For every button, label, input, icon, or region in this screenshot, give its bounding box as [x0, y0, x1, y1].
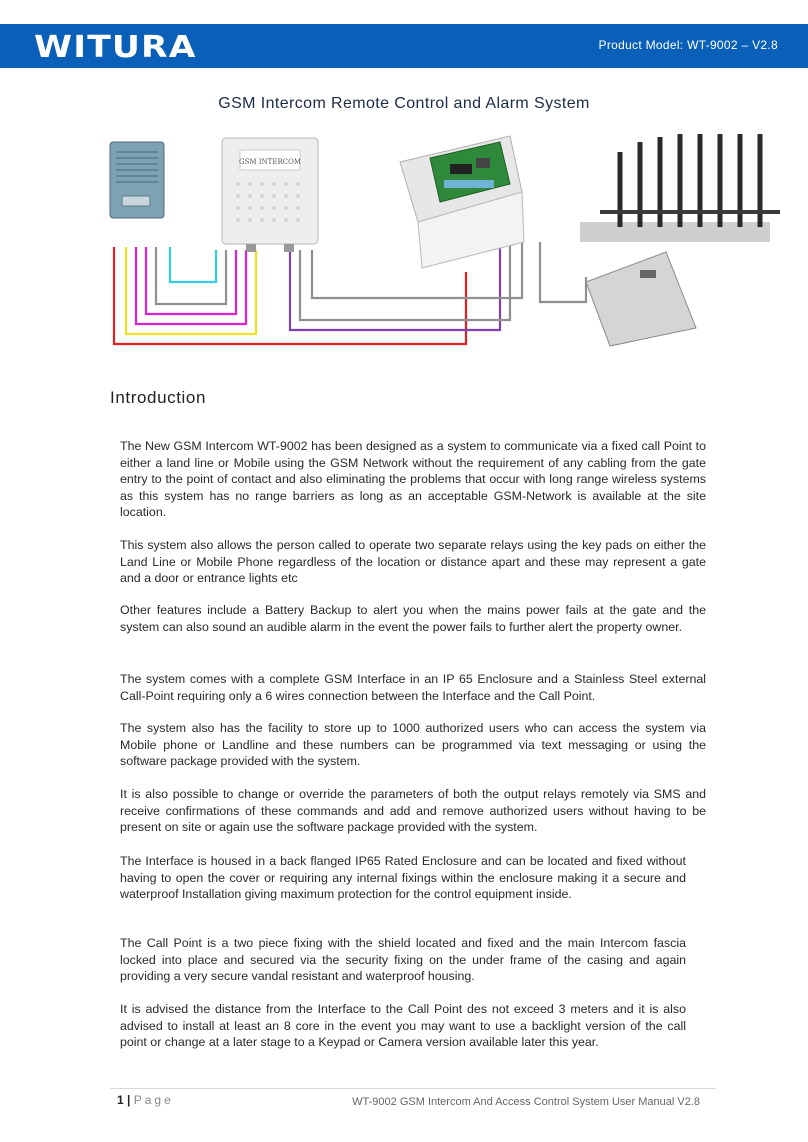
paragraph-overview: The New GSM Intercom WT-9002 has been designed as a system to communicate via a fixed call Point to either a land line or Mobile using the GSM Network without the requirement of any cabling from the gate entry to the point of contact and also eliminating the problems that occur with long range wireless systems as this system has no range barriers as long as an acceptable GSM-Network is available at the site location. [120, 439, 706, 519]
page-number [117, 1093, 174, 1107]
paragraph-authorized-users: The system also has the facility to store up to 1000 authorized users who can access the system via Mobile phone or Landline and these numbers can be programmed via text messaging or using the software package provided with the system. [120, 721, 706, 768]
wiring-diagram [114, 242, 586, 344]
page-separator: | [123, 1093, 134, 1107]
call-point-image [110, 142, 164, 218]
open-enclosure-image [400, 136, 524, 268]
paragraph-battery-backup: Other features include a Battery Backup to alert you when the mains power fails at the gate and the system can also sound an audible alarm in the event the power fails to further alert the property owner. [120, 603, 706, 634]
magenta-wire [136, 247, 246, 324]
footer-manual-title: WT-9002 GSM Intercom And Access Control System User Manual V2.8 [352, 1096, 700, 1108]
footer-divider [110, 1088, 716, 1089]
product-model: Product Model: WT-9002 – V2.8 [598, 38, 778, 52]
brand-logo: WITURA [34, 30, 197, 65]
document-title: GSM Intercom Remote Control and Alarm System [218, 95, 590, 112]
cyan-wire [170, 247, 216, 282]
paragraph-sms-control: It is also possible to change or override the parameters of both the output relays remotely via SMS and receive confirmations of these commands and add and remove authorized users without having to be present on site or again use the software package provided with the system. [120, 787, 706, 834]
page-word: Page [133, 1093, 174, 1107]
section-heading-introduction: Introduction [110, 388, 207, 407]
product-figure [100, 132, 808, 364]
paragraph-call-point: The Call Point is a two piece fixing with the shield located and fixed and the main Intercom fascia locked into place and secured via the security fixing on the under frame of the casing and again providing a very secure vandal resistant and waterproof housing. [120, 936, 686, 983]
paragraph-enclosure: The system comes with a complete GSM Interface in an IP 65 Enclosure and a Stainless Steel external Call-Point requiring only a 6 wires connection between the Interface and the Call Point. [120, 672, 706, 703]
paragraph-relays: This system also allows the person called to operate two separate relays using the key pads on either the Land Line or Mobile Phone regardless of the location or distance apart and these may represent a gate and a door or entrance lights etc [120, 538, 706, 585]
interface-enclosure-image [222, 138, 318, 252]
grey-wire-4 [540, 242, 586, 302]
paragraph-installation-advice: It is advised the distance from the Interface to the Call Point des not exceed 3 meters and it is also advised to install at least an 8 core in the event you may want to use a backlight version of the call point or change at a later stage to a Keypad or Camera version available later this year. [120, 1002, 686, 1049]
paragraph-interface-housing: The Interface is housed in a back flanged IP65 Rated Enclosure and can be located and fixed without having to open the cover or requiring any internal fixings within the enclosure making it a secure and waterproof Installation giving maximum protection for the control equipment inside. [120, 854, 686, 901]
header-bar [0, 24, 808, 68]
enclosure-label: GSM INTERCOM [239, 158, 301, 166]
page-number-value: 1 [117, 1093, 124, 1107]
gate-reader-image [580, 134, 780, 346]
